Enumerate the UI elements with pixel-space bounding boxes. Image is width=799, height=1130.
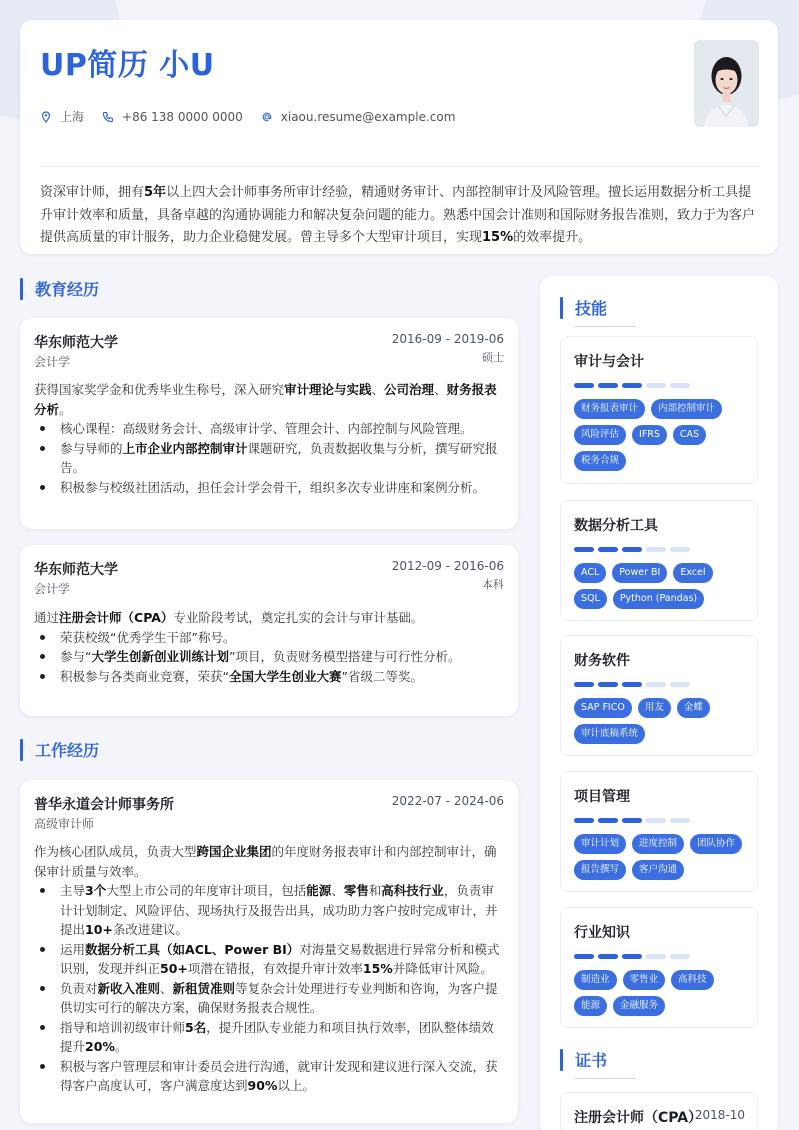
- entry-intro: 获得国家奖学金和优秀毕业生称号，深入研究审计理论与实践、公司治理、财务报表分析。: [34, 382, 497, 417]
- skill-tag: ACL: [574, 563, 606, 583]
- level-segment: [646, 383, 666, 388]
- contact-email[interactable]: [261, 110, 456, 124]
- level-segment: [574, 682, 594, 687]
- skill-tag: 用友: [638, 698, 671, 718]
- level-segment: [670, 954, 690, 959]
- skill-tag: IFRS: [632, 425, 667, 445]
- level-segment: [670, 547, 690, 552]
- skill-tag: 高科技: [671, 970, 714, 990]
- skill-tag: SAP FICO: [574, 698, 632, 718]
- skill-group: [560, 771, 758, 892]
- bullet-item: 参与导师的上市企业内部控制审计课题研究，负责数据收集与分析，撰写研究报告。: [34, 439, 504, 478]
- bullet-list: [34, 419, 504, 497]
- section-title-skills: 技能: [560, 296, 607, 319]
- entry-body: [34, 608, 504, 686]
- section-title-education: 教育经历: [20, 277, 99, 300]
- school-name: 华东师范大学: [34, 562, 118, 578]
- skill-tag: SQL: [574, 589, 607, 609]
- skill-group: [560, 336, 758, 484]
- bullet-item: 积极与客户管理层和审计委员会进行沟通，就审计发现和建议进行深入交流，获得客户高度认可，客户满意度达到90%以上。: [34, 1057, 504, 1096]
- bullet-item: 参与“大学生创新创业训练计划”项目，负责财务模型搭建与可行性分析。: [34, 647, 504, 667]
- skill-tag: 税务合规: [574, 451, 626, 471]
- contact-info: [40, 108, 455, 125]
- skill-tag: 客户沟通: [632, 860, 684, 880]
- phone-icon: [102, 111, 114, 123]
- skill-title: 财务软件: [574, 653, 630, 669]
- skill-level-meter: [574, 818, 690, 823]
- skill-level-meter: [574, 954, 690, 959]
- skill-level-meter: [574, 383, 690, 388]
- sidebar: [540, 276, 778, 1130]
- skill-tag: 能源: [574, 996, 607, 1016]
- job-title: 高级审计师: [34, 817, 95, 831]
- skill-tag: Excel: [673, 563, 712, 583]
- at-sign-icon: [261, 111, 273, 123]
- level-segment: [574, 818, 594, 823]
- level-segment: [670, 383, 690, 388]
- date-range: 2012-09 - 2016-06: [391, 559, 504, 573]
- contact-phone[interactable]: [102, 110, 243, 124]
- degree: 本科: [482, 578, 504, 591]
- degree: 硕士: [482, 351, 504, 364]
- skill-group: [560, 500, 758, 621]
- level-segment: [574, 954, 594, 959]
- bullet-item: 主导3个大型上市公司的年度审计项目，包括能源、零售和高科技行业，负责审计计划制定、风险评估、现场执行及报告出具，成功助力客户按时完成审计，并提出10+条改进建议。: [34, 881, 504, 940]
- skill-tag: 风险评估: [574, 425, 626, 445]
- skill-group: [560, 907, 758, 1028]
- skill-tag: 内部控制审计: [651, 399, 722, 419]
- profile-summary: 资深审计师，拥有5年以上四大会计师事务所审计经验，精通财务审计、内部控制审计及风险管理。擅长运用数据分析工具提升审计效率和质量，具备卓越的沟通协调能力和解决复杂问题的能力。熟悉中国会计准则和国际财务报告准则，致力于为客户提供高质量的审计服务，助力企业稳健发展。曾主导多个大型审计项目，实现15%的效率提升。: [40, 185, 756, 245]
- skill-level-meter: [574, 682, 690, 687]
- bullet-item: 核心课程：高级财务会计、高级审计学、管理会计、内部控制与风险管理。: [34, 419, 504, 439]
- level-segment: [574, 383, 594, 388]
- cert-name: 注册会计师（CPA）: [574, 1110, 703, 1126]
- level-segment: [622, 383, 642, 388]
- skill-title: 审计与会计: [574, 354, 644, 370]
- bullet-item: 负责对新收入准则、新租赁准则等复杂会计处理进行专业判断和咨询，为客户提供切实可行的解决方案，确保财务报表合规性。: [34, 979, 504, 1018]
- skill-tags: [574, 970, 751, 1016]
- level-segment: [598, 547, 618, 552]
- skill-tags: [574, 399, 751, 471]
- education-entry-1: [20, 318, 518, 529]
- level-segment: [622, 954, 642, 959]
- skill-title: 项目管理: [574, 789, 630, 805]
- major: 会计学: [34, 355, 71, 369]
- level-segment: [598, 682, 618, 687]
- bullet-list: [34, 881, 504, 1096]
- entry-intro: 作为核心团队成员，负责大型跨国企业集团的年度财务报表审计和内部控制审计，确保审计质量与效率。: [34, 844, 497, 879]
- level-segment: [598, 954, 618, 959]
- candidate-name: UP简历 小U: [40, 48, 215, 83]
- email-text: xiaou.resume@example.com: [280, 109, 456, 124]
- level-segment: [646, 818, 666, 823]
- section-title-certs: 证书: [560, 1048, 607, 1071]
- skill-tag: 财务报表审计: [574, 399, 645, 419]
- level-segment: [670, 682, 690, 687]
- school-name: 华东师范大学: [34, 335, 118, 351]
- skill-tag: CAS: [673, 425, 706, 445]
- major: 会计学: [34, 582, 71, 596]
- level-segment: [598, 818, 618, 823]
- entry-body: [34, 380, 504, 497]
- level-segment: [574, 547, 594, 552]
- level-segment: [646, 547, 666, 552]
- skill-tag: 审计底稿系统: [574, 724, 645, 744]
- skill-tag: Power BI: [612, 563, 667, 583]
- skill-tag: Python (Pandas): [613, 589, 704, 609]
- entry-body: [34, 842, 504, 1096]
- date-range: 2022-07 - 2024-06: [391, 794, 504, 808]
- level-segment: [646, 682, 666, 687]
- skill-tag: 零售业: [623, 970, 666, 990]
- skill-title: 数据分析工具: [574, 518, 658, 534]
- skill-tag: 报告撰写: [574, 860, 626, 880]
- education-entry-2: [20, 545, 518, 716]
- bullet-item: 指导和培训初级审计师5名，提升团队专业能力和项目执行效率，团队整体绩效提升20%。: [34, 1018, 504, 1057]
- location-pin-icon: [40, 111, 52, 123]
- cert-item: [560, 1092, 758, 1130]
- level-segment: [622, 818, 642, 823]
- level-segment: [646, 954, 666, 959]
- entry-intro: 通过注册会计师（CPA）专业阶段考试，奠定扎实的会计与审计基础。: [34, 610, 424, 625]
- skill-tag: 进度控制: [632, 834, 684, 854]
- phone-text: +86 138 0000 0000: [122, 109, 243, 124]
- skill-group: [560, 635, 758, 756]
- level-segment: [622, 547, 642, 552]
- bullet-item: 积极参与各类商业竞赛，荣获“全国大学生创业大赛”省级二等奖。: [34, 667, 504, 687]
- skill-tags: [574, 834, 751, 880]
- skill-tags: [574, 698, 751, 744]
- skill-title: 行业知识: [574, 925, 630, 941]
- cert-date: 2018-10: [694, 1108, 745, 1122]
- level-segment: [598, 383, 618, 388]
- skill-tag: 金蝶: [677, 698, 710, 718]
- contact-location: [40, 108, 84, 125]
- header-divider: [40, 166, 760, 167]
- work-entry-1: [20, 780, 518, 1123]
- skill-tag: 团队协作: [690, 834, 742, 854]
- skill-tag: 制造业: [574, 970, 617, 990]
- date-range: 2016-09 - 2019-06: [391, 332, 504, 346]
- skill-level-meter: [574, 547, 690, 552]
- company-name: 普华永道会计师事务所: [34, 797, 174, 813]
- level-segment: [622, 682, 642, 687]
- skill-tag: 金融服务: [613, 996, 665, 1016]
- resume-header: [20, 20, 778, 254]
- location-text: 上海: [60, 110, 85, 124]
- bullet-list: [34, 628, 504, 687]
- level-segment: [670, 818, 690, 823]
- profile-photo: [694, 40, 759, 127]
- section-title-work: 工作经历: [20, 738, 99, 761]
- skill-tag: 审计计划: [574, 834, 626, 854]
- bullet-item: 荣获校级“优秀学生干部”称号。: [34, 628, 504, 648]
- skill-tags: [574, 563, 751, 609]
- bullet-item: 积极参与校级社团活动，担任会计学会骨干，组织多次专业讲座和案例分析。: [34, 478, 504, 498]
- bullet-item: 运用数据分析工具（如ACL、Power BI）对海量交易数据进行异常分析和模式识别，发现并纠正50+项潜在错报，有效提升审计效率15%并降低审计风险。: [34, 940, 504, 979]
